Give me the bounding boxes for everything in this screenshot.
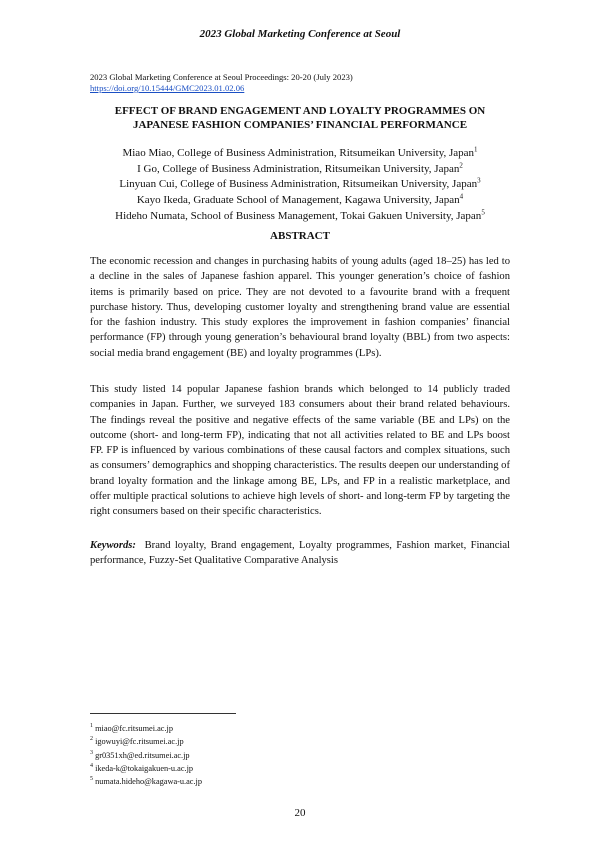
footnote-item bbox=[90, 734, 390, 747]
page-number: 20 bbox=[294, 807, 306, 819]
footnote-email: igowuyi@fc.ritsumei.ac.jp bbox=[95, 737, 184, 747]
footnote-item bbox=[90, 761, 390, 774]
footnote-email: ikeda-k@tokaigakuen-u.ac.jp bbox=[95, 763, 194, 773]
footnote-mark: 2 bbox=[459, 161, 463, 170]
title-line-1: EFFECT OF BRAND ENGAGEMENT AND LOYALTY PROGRAMMES ON bbox=[114, 105, 486, 117]
abstract-heading: ABSTRACT bbox=[270, 230, 330, 242]
author-affiliation: Kayo Ikeda, Graduate School of Management, Kagawa University, Japan bbox=[136, 194, 460, 207]
footnote-email: gr0351xh@ed.ritsumei.ac.jp bbox=[95, 750, 190, 760]
footnote-email: miao@fc.ritsumei.ac.jp bbox=[95, 723, 173, 733]
footnote-number: 5 bbox=[90, 776, 93, 783]
author-line bbox=[60, 177, 540, 193]
author-line bbox=[60, 193, 540, 209]
footnote-divider bbox=[90, 713, 236, 714]
footnote-item bbox=[90, 774, 390, 787]
footnote-item bbox=[90, 748, 390, 761]
running-header: 2023 Global Marketing Conference at Seoul bbox=[199, 28, 401, 40]
author-line bbox=[60, 209, 540, 225]
footnote-mark: 4 bbox=[459, 192, 464, 201]
footnote-email: numata.hideho@kagawa-u.ac.jp bbox=[95, 776, 203, 786]
author-affiliation: Linyuan Cui, College of Business Administration, Ritsumeikan University, Japan bbox=[119, 178, 478, 191]
abstract-paragraph-1: The economic recession and changes in purchasing habits of young adults (aged 18–25) has led to a decline in the sales of Japanese fashion apparel. This younger generation’s choice of fashion items is primarily based on price. They are not devoted to a favourite brand with a frequent purchase history. Thus, developing customer loyalty and strengthening brand value are essential for the fashion industry. This study explores the improvement in fashion companies’ financial performance (FP) through young generation’s behavioural brand loyalty (BBL) from two aspects: social media brand engagement (BE) and loyalty programmes (LPs). bbox=[90, 256, 510, 359]
footnote-mark: 3 bbox=[477, 176, 481, 185]
footnote-mark: 5 bbox=[481, 208, 485, 217]
keywords-text: Brand loyalty, Brand engagement, Loyalty programmes, Fashion market, Financial performance, Fuzzy-Set Qualitative Comparative Analysis bbox=[90, 540, 510, 567]
keywords-label: Keywords: bbox=[90, 540, 136, 551]
author-list bbox=[60, 146, 540, 225]
proceedings-info bbox=[90, 72, 510, 94]
author-affiliation: I Go, College of Business Administration, Ritsumeikan University, Japan bbox=[137, 162, 460, 175]
author-affiliation: Miao Miao, College of Business Administration, Ritsumeikan University, Japan bbox=[122, 147, 475, 159]
title-line-2: JAPANESE FASHION COMPANIES’ FINANCIAL PERFORMANCE bbox=[132, 119, 468, 131]
keywords bbox=[90, 538, 510, 569]
footnotes bbox=[90, 721, 390, 787]
author-line bbox=[60, 146, 540, 162]
proceedings-citation: 2023 Global Marketing Conference at Seoul Proceedings: 20-20 (July 2023) bbox=[90, 72, 353, 82]
footnote-number: 1 bbox=[90, 723, 93, 729]
author-line bbox=[60, 162, 540, 178]
footnote-number: 4 bbox=[90, 762, 93, 769]
footnote-mark: 1 bbox=[474, 145, 478, 154]
author-affiliation: Hideho Numata, School of Business Management, Tokai Gakuen University, Japan bbox=[115, 209, 482, 222]
paper-title bbox=[60, 104, 540, 132]
footnote-number: 3 bbox=[90, 749, 93, 756]
doi-link[interactable]: https://doi.org/10.15444/GMC2023.01.02.06 bbox=[90, 83, 245, 93]
abstract-paragraph-2: This study listed 14 popular Japanese fashion brands which belonged to 14 publicly traded companies in Japan. Further, we surveyed 183 consumers about their brand related behaviours. The findings reveal the positive and negative effects of the same variable (BE and LPs) on the outcome (short- and long-term FP), indicating that not all activities related to BE and LPs boost FP. FP is influenced by various combinations of these causal factors and complex situations, such as consumers’ demographics and shopping characteristics. The results deepen our understanding of brand loyalty formation and the linkage among BE, LPs, and FP in a realistic marketplace, and offer multiple practical solutions to achieve high levels of short- and long-term FP by targeting the right consumers based on their specific characteristics. bbox=[90, 384, 510, 518]
footnote-item bbox=[90, 721, 390, 734]
footnote-number: 2 bbox=[90, 736, 93, 743]
